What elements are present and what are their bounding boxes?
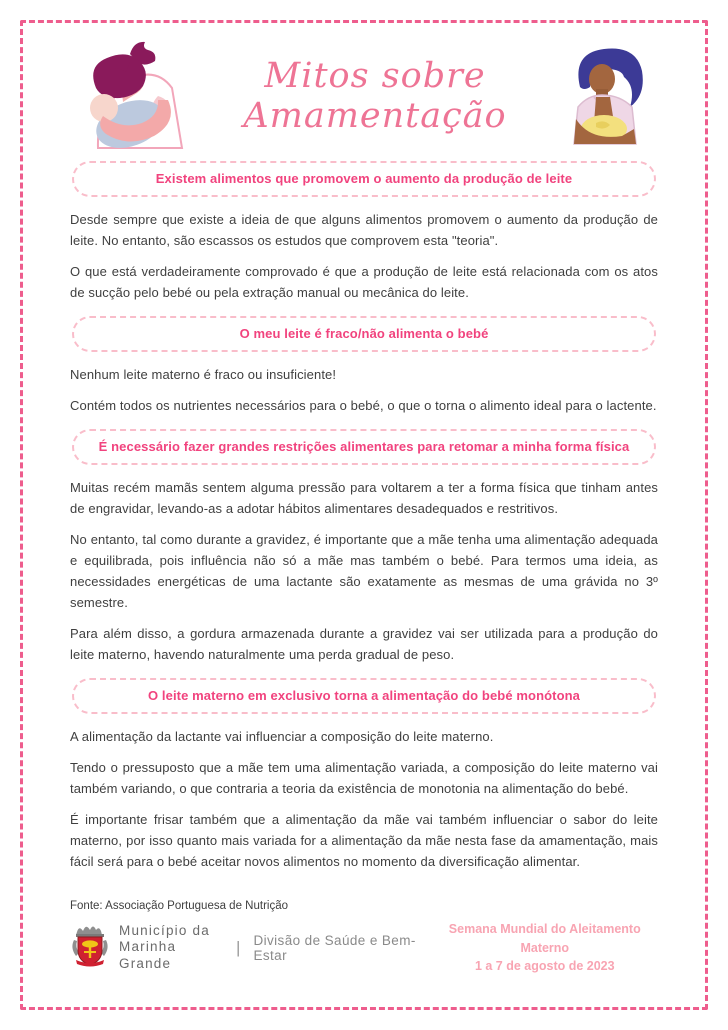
body-paragraph: Nenhum leite materno é fraco ou insuficiente! xyxy=(70,367,337,382)
myth-heading-text: O leite materno em exclusivo torna a alimentação do bebé monótona xyxy=(148,688,580,703)
body-paragraph: Contém todos os nutrientes necessários para o bebé, o que o torna o alimento ideal para o lactente. xyxy=(70,398,657,413)
myth-heading-text: Existem alimentos que promovem o aumento da produção de leite xyxy=(155,171,573,186)
event-line-2: 1 a 7 de agosto de 2023 xyxy=(474,959,615,974)
body-paragraph: A alimentação da lactante vai influenciar a composição do leite materno. xyxy=(70,729,494,744)
myth-section-4 xyxy=(70,671,658,878)
body-paragraph: Muitas recém mamãs sentem alguma pressão para voltarem a ter a forma física que tinham antes de engravidar, levando-as a adotar hábitos alimentares desadequados e restritivos. xyxy=(70,480,658,516)
myth-heading-box xyxy=(72,161,656,197)
title-line-2: Amamentação xyxy=(243,96,507,136)
source-note: Fonte: Associação Portuguesa de Nutrição xyxy=(70,899,288,912)
title-line-1: Mitos sobre xyxy=(264,55,486,96)
body-paragraph: Tendo o pressuposto que a mãe tem uma alimentação variada, a composição do leite materno vai também variando, o que contraria a teoria da existência de monotonia na alimentação do bebé. xyxy=(70,760,658,796)
footer xyxy=(70,920,658,990)
myth-section-2 xyxy=(70,309,658,422)
body-paragraph: É importante frisar também que a alimentação da mãe vai também influenciar o sabor do leite materno, por isso quanto mais variada for a alimentação da mãe nesta fase da amamentação, mais fácil será para o bebé aceitar novos alimentos no momento da diversificação alimentar. xyxy=(70,812,658,869)
myth-heading-box xyxy=(72,429,656,465)
body-paragraph: Desde sempre que existe a ideia de que alguns alimentos promovem o aumento da produção de leite. No entanto, são escassos os estudos que comprovem esta "teoria". xyxy=(70,212,658,248)
breastfeeding-mother-illustration-icon xyxy=(552,43,658,150)
body-paragraph: Para além disso, a gordura armazenada durante a gravidez vai ser utilizada para a produção do leite materno, havendo naturalmente uma perda gradual de peso. xyxy=(70,626,658,662)
municipality-name xyxy=(119,923,223,974)
myth-heading-box xyxy=(72,316,656,352)
mother-cradling-baby-illustration-icon xyxy=(70,38,198,155)
myth-heading-text: É necessário fazer grandes restrições alimentares para retomar a minha forma física xyxy=(98,439,630,454)
division-name: Divisão de Saúde e Bem-Estar xyxy=(253,932,416,963)
myth-heading-box xyxy=(72,678,656,714)
myth-section-1 xyxy=(70,154,658,309)
body-paragraph: No entanto, tal como durante a gravidez, é importante que a mãe tenha uma alimentação adequada e equilibrada, pois influência não só a mãe mas também o bebé. Para termos uma ideia, as necessidades energéticas de uma lactante são exatamente as mesmas de uma grávida no 3º semestre. xyxy=(70,532,658,610)
coat-of-arms-icon xyxy=(70,922,110,973)
footer-divider: | xyxy=(236,937,241,957)
event-banner xyxy=(432,920,658,976)
body-paragraph: O que está verdadeiramente comprovado é que a produção de leite está relacionada com os atos de sucção pelo bebé ou pela extração manual ou mecânica do leite. xyxy=(70,264,658,300)
header xyxy=(70,38,658,154)
municipality-logo-block xyxy=(70,922,432,973)
page-content xyxy=(24,24,704,1006)
page-title xyxy=(198,56,552,137)
municipality-name-line-2: Marinha Grande xyxy=(119,939,177,972)
myth-heading-text: O meu leite é fraco/não alimenta o bebé xyxy=(239,326,489,341)
myth-section-3 xyxy=(70,422,658,671)
event-line-1: Semana Mundial do Aleitamento Materno xyxy=(448,921,641,955)
municipality-name-line-1: Município da xyxy=(119,922,210,938)
